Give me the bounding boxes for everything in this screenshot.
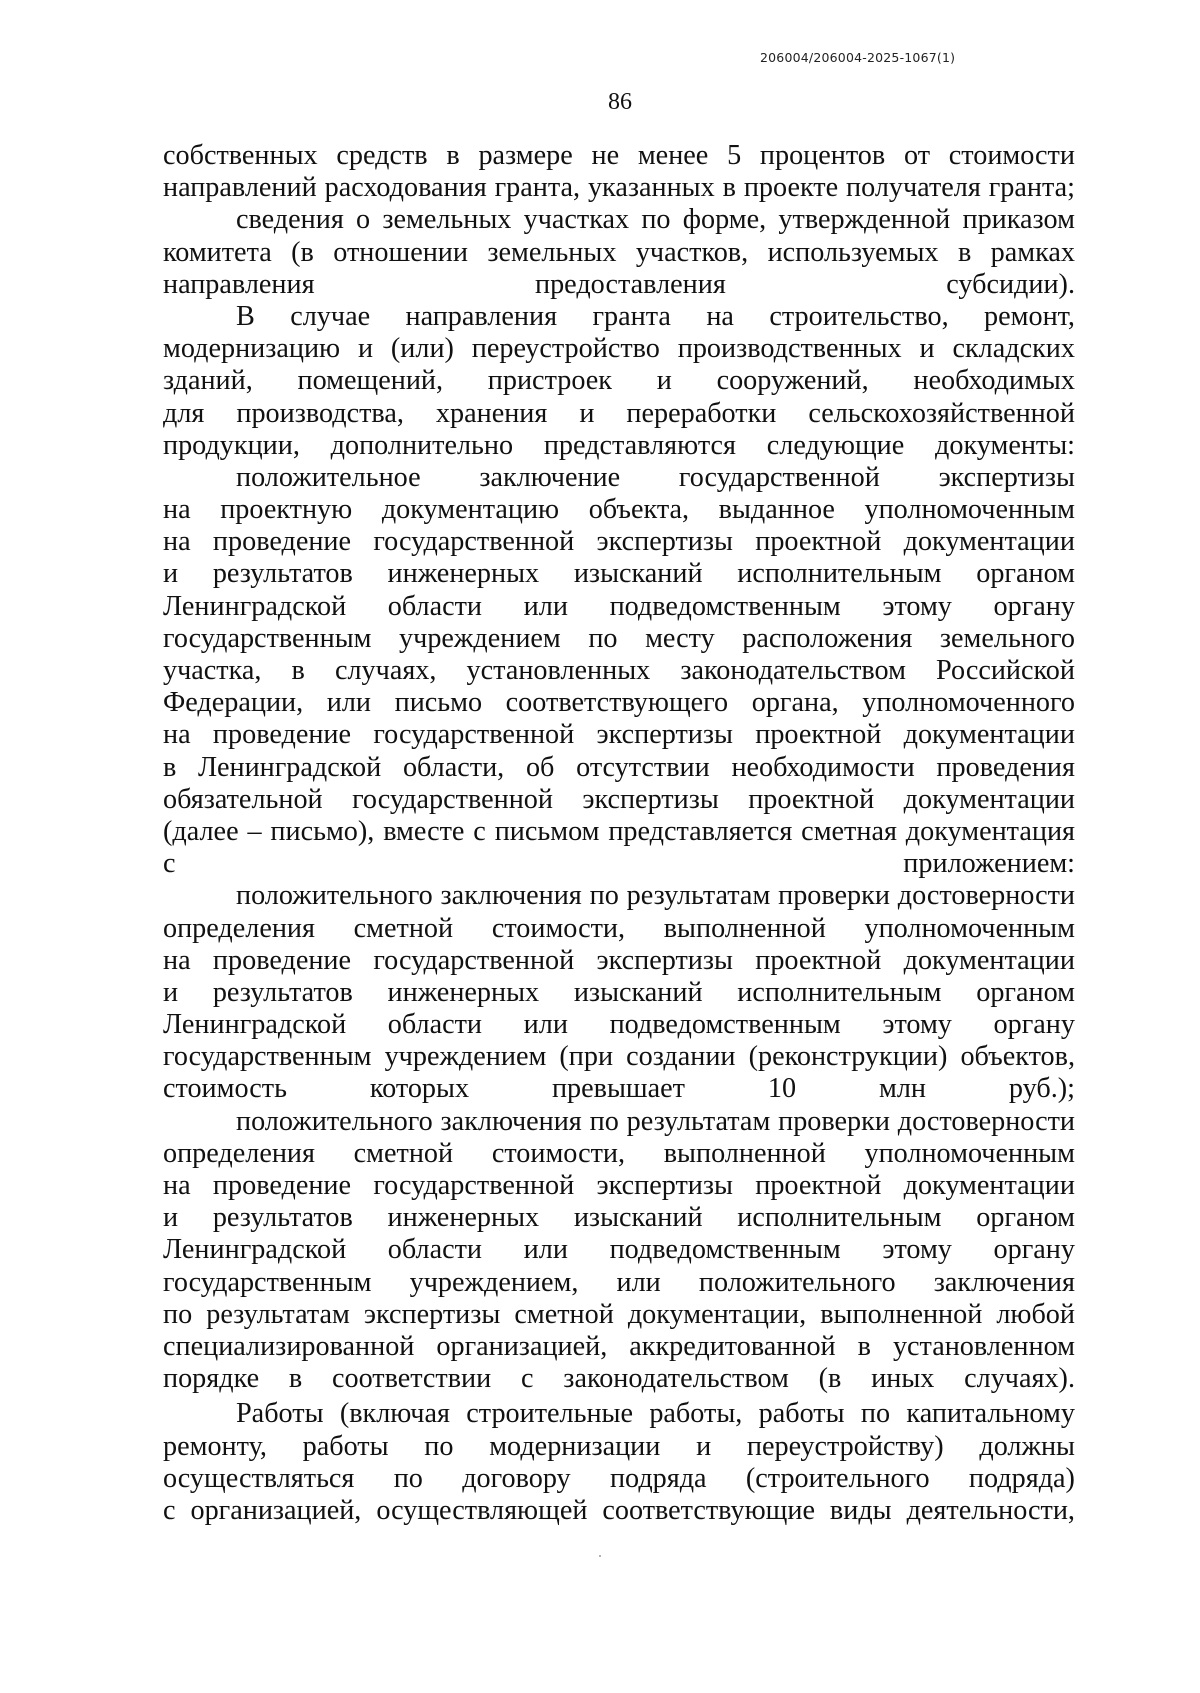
text-line: участка, в случаях, установленных законодательством Российской xyxy=(163,655,1075,686)
text-line: специализированной организацией, аккредитованной в установленном xyxy=(163,1330,1075,1362)
page-number: 86 xyxy=(608,89,632,115)
text-line: порядке в соответствии с законодательством (в иных случаях). xyxy=(163,1363,1075,1395)
text-line: определения сметной стоимости, выполненной уполномоченным xyxy=(163,1137,1075,1169)
text-line: модернизацию и (или) переустройство производственных и складских xyxy=(163,333,1075,365)
text-line: стоимость которых превышает 10 млн руб.); xyxy=(163,1073,1075,1105)
text-line: определения сметной стоимости, выполненной уполномоченным xyxy=(163,912,1075,944)
text-line: ремонту, работы по модернизации и переустройству) должны xyxy=(163,1430,1075,1462)
text-line: на проведение государственной экспертизы проектной документации xyxy=(163,719,1075,751)
text-line: Ленинградской области или подведомственным этому органу xyxy=(163,590,1075,622)
text-line: собственных средств в размере не менее 5 процентов от стоимости xyxy=(163,140,1075,171)
text-line: положительного заключения по результатам проверки достоверности xyxy=(236,1105,1075,1137)
text-line: Ленинградской области или подведомственным этому органу xyxy=(163,1009,1075,1041)
text-line: государственным учреждением (при создании (реконструкции) объектов, xyxy=(163,1041,1075,1073)
paragraph-state-expertise xyxy=(163,462,1075,880)
text-line: и результатов инженерных изысканий исполнительным органом xyxy=(163,558,1075,590)
text-line: с организацией, осуществляющей соответствующие виды деятельности, xyxy=(163,1494,1075,1526)
text-line: сведения о земельных участках по форме, утвержденной приказом xyxy=(236,204,1075,236)
text-line: государственным учреждением по месту расположения земельного xyxy=(163,622,1075,654)
text-line: на проведение государственной экспертизы проектной документации xyxy=(163,1170,1075,1201)
text-line: направления предоставления субсидии). xyxy=(163,268,1075,300)
scan-speck xyxy=(599,1555,601,1557)
paragraph-estimate-other-cases xyxy=(163,1106,1075,1396)
text-line: направлений расходования гранта, указанных в проекте получателя гранта; xyxy=(163,172,1075,204)
paragraph-own-funds xyxy=(163,140,1075,204)
text-line: Работы (включая строительные работы, работы по капитальному xyxy=(236,1398,1075,1430)
paragraph-construction-case xyxy=(163,301,1075,462)
document-body xyxy=(163,140,1075,1527)
paragraph-land-plots xyxy=(163,204,1075,301)
text-line: продукции, дополнительно представляются следующие документы: xyxy=(163,429,1075,461)
document-registration-number: 206004/206004-2025-1067(1) xyxy=(760,50,956,65)
paragraph-works-contract xyxy=(163,1398,1075,1527)
text-line: и результатов инженерных изысканий исполнительным органом xyxy=(163,1202,1075,1234)
text-line: для производства, хранения и переработки сельскохозяйственной xyxy=(163,397,1075,429)
text-line: положительное заключение государственной экспертизы xyxy=(236,461,1075,493)
paragraph-estimate-over-10m xyxy=(163,880,1075,1105)
text-line: с приложением: xyxy=(163,848,1075,880)
text-line: Ленинградской области или подведомственным этому органу xyxy=(163,1234,1075,1266)
text-line: Федерации, или письмо соответствующего органа, уполномоченного xyxy=(163,687,1075,719)
text-line: на проектную документацию объекта, выданное уполномоченным xyxy=(163,494,1075,526)
text-line: на проведение государственной экспертизы проектной документации xyxy=(163,526,1075,558)
text-line: (далее – письмо), вместе с письмом представляется сметная документация xyxy=(163,815,1075,847)
text-line: осуществляться по договору подряда (строительного подряда) xyxy=(163,1462,1075,1494)
text-line: комитета (в отношении земельных участков, используемых в рамках xyxy=(163,236,1075,268)
text-line: В случае направления гранта на строительство, ремонт, xyxy=(236,300,1075,332)
text-line: обязательной государственной экспертизы проектной документации xyxy=(163,783,1075,815)
text-line: зданий, помещений, пристроек и сооружений, необходимых xyxy=(163,365,1075,397)
text-line: в Ленинградской области, об отсутствии необходимости проведения xyxy=(163,751,1075,783)
text-line: на проведение государственной экспертизы проектной документации xyxy=(163,944,1075,976)
text-line: положительного заключения по результатам проверки достоверности xyxy=(236,880,1075,912)
text-line: по результатам экспертизы сметной документации, выполненной любой xyxy=(163,1298,1075,1330)
text-line: государственным учреждением, или положительного заключения xyxy=(163,1266,1075,1298)
text-line: и результатов инженерных изысканий исполнительным органом xyxy=(163,976,1075,1008)
